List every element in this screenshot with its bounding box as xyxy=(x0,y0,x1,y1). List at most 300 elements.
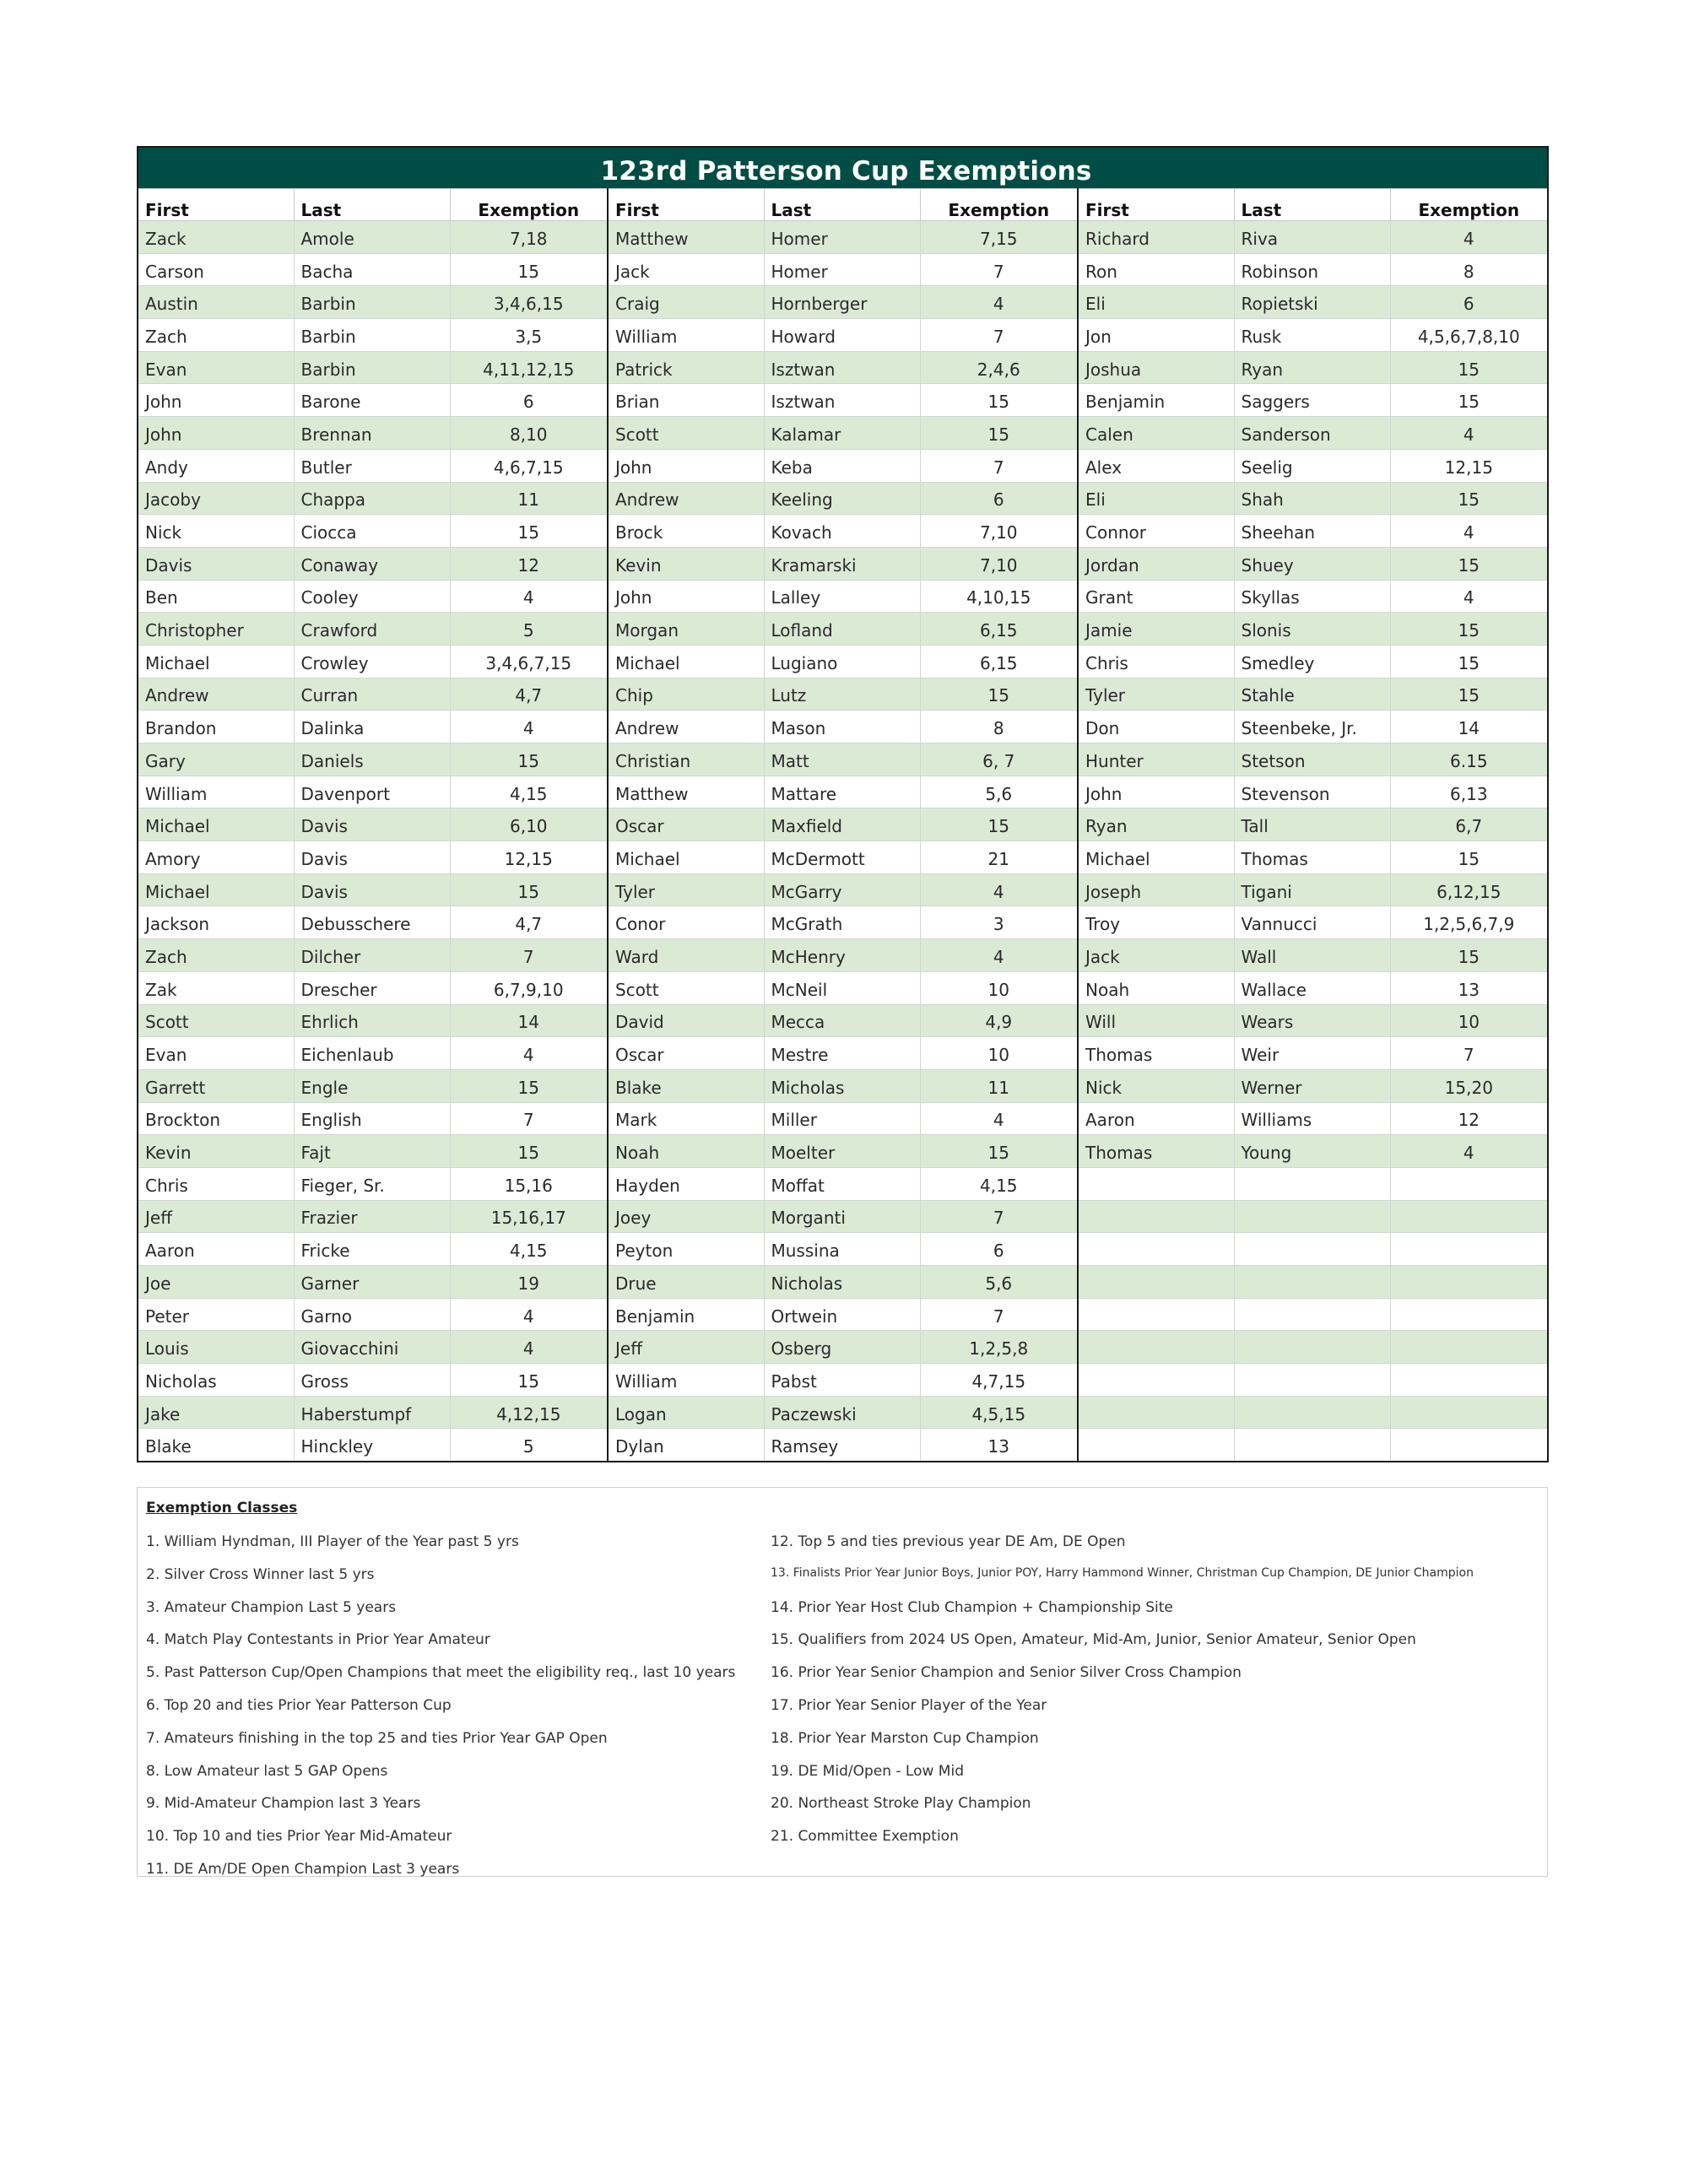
first-name-cell: Aaron xyxy=(138,1233,294,1266)
first-name-cell: Evan xyxy=(138,351,294,384)
exemption-class-item: 9. Mid-Amateur Champion last 3 Years xyxy=(146,1795,421,1813)
first-name-cell: Don xyxy=(1078,711,1234,743)
first-header: First xyxy=(1078,189,1234,221)
first-name-cell: Conor xyxy=(608,906,764,939)
exemption-cell: 12,15 xyxy=(1390,449,1548,482)
first-name-cell: Zach xyxy=(138,939,294,972)
last-name-cell xyxy=(1234,1331,1390,1364)
first-name-cell: Gary xyxy=(138,743,294,776)
first-name-cell: Zak xyxy=(138,971,294,1004)
exemption-cell: 21 xyxy=(920,841,1078,874)
first-name-cell: Jamie xyxy=(1078,613,1234,646)
first-name-cell: Christopher xyxy=(138,613,294,646)
exemption-cell xyxy=(1390,1266,1548,1299)
exemption-cell: 15 xyxy=(450,873,608,906)
exemption-header: Exemption xyxy=(920,189,1078,221)
table-row xyxy=(138,1167,1548,1200)
exemption-cell: 15,16,17 xyxy=(450,1200,608,1233)
exemption-cell: 6 xyxy=(1390,286,1548,319)
last-name-cell: Daniels xyxy=(294,743,450,776)
first-name-cell: Michael xyxy=(1078,841,1234,874)
table-row xyxy=(138,580,1548,613)
first-name-cell: Joey xyxy=(608,1200,764,1233)
last-header: Last xyxy=(764,189,920,221)
exemption-cell: 13 xyxy=(1390,971,1548,1004)
exemption-cell xyxy=(1390,1331,1548,1364)
exemption-cell: 4 xyxy=(450,1298,608,1331)
last-name-cell: Engle xyxy=(294,1069,450,1102)
exemption-class-item: 5. Past Patterson Cup/Open Champions that meet the eligibility req., last 10 years xyxy=(146,1664,736,1682)
last-name-cell: Matt xyxy=(764,743,920,776)
first-name-cell: Scott xyxy=(608,971,764,1004)
last-name-cell: Drescher xyxy=(294,971,450,1004)
first-name-cell: Connor xyxy=(1078,515,1234,548)
table-row xyxy=(138,547,1548,580)
table-row xyxy=(138,384,1548,417)
last-name-cell: Homer xyxy=(764,221,920,254)
table-row xyxy=(138,939,1548,972)
first-name-cell: Tyler xyxy=(608,873,764,906)
exemption-cell: 7 xyxy=(920,449,1078,482)
last-name-cell: Butler xyxy=(294,449,450,482)
first-name-cell: Richard xyxy=(1078,221,1234,254)
first-name-cell: Matthew xyxy=(608,776,764,808)
first-name-cell: Evan xyxy=(138,1037,294,1070)
first-name-cell: Michael xyxy=(608,841,764,874)
table-row xyxy=(138,1200,1548,1233)
first-name-cell xyxy=(1078,1396,1234,1429)
first-name-cell: Chris xyxy=(1078,645,1234,678)
table-row xyxy=(138,1298,1548,1331)
last-name-cell xyxy=(1234,1298,1390,1331)
last-name-cell: Lugiano xyxy=(764,645,920,678)
exemption-cell xyxy=(1390,1364,1548,1397)
last-name-cell: Crawford xyxy=(294,613,450,646)
exemption-cell: 7 xyxy=(450,939,608,972)
exemption-cell: 6 xyxy=(920,1233,1078,1266)
exemption-cell: 7,10 xyxy=(920,547,1078,580)
exemption-cell: 19 xyxy=(450,1266,608,1299)
first-name-cell: Ben xyxy=(138,580,294,613)
table-row xyxy=(138,1004,1548,1037)
last-name-cell: Wallace xyxy=(1234,971,1390,1004)
exemption-cell: 4,5,6,7,8,10 xyxy=(1390,319,1548,352)
last-name-cell: Paczewski xyxy=(764,1396,920,1429)
table-row xyxy=(138,1429,1548,1462)
exemption-cell: 4,7 xyxy=(450,906,608,939)
table-row xyxy=(138,873,1548,906)
table-row xyxy=(138,221,1548,254)
exemption-cell: 15 xyxy=(920,678,1078,711)
last-name-cell: Wears xyxy=(1234,1004,1390,1037)
first-name-cell: Benjamin xyxy=(1078,384,1234,417)
exemption-cell: 4,12,15 xyxy=(450,1396,608,1429)
exemption-cell xyxy=(1390,1429,1548,1462)
first-name-cell: William xyxy=(608,1364,764,1397)
table-row xyxy=(138,743,1548,776)
exemption-cell: 15 xyxy=(920,1135,1078,1168)
last-name-cell: Dalinka xyxy=(294,711,450,743)
exemption-cell: 6,7 xyxy=(1390,808,1548,841)
first-name-cell: Brockton xyxy=(138,1102,294,1135)
first-name-cell: Jake xyxy=(138,1396,294,1429)
last-name-cell: Kramarski xyxy=(764,547,920,580)
first-name-cell: Patrick xyxy=(608,351,764,384)
exemption-cell: 10 xyxy=(1390,1004,1548,1037)
first-name-cell: Jeff xyxy=(138,1200,294,1233)
first-name-cell: Louis xyxy=(138,1331,294,1364)
last-name-cell: Bacha xyxy=(294,253,450,286)
exemption-cell: 4 xyxy=(450,711,608,743)
exemption-cell: 7 xyxy=(450,1102,608,1135)
table-row xyxy=(138,1069,1548,1102)
last-name-cell: Hornberger xyxy=(764,286,920,319)
table-body xyxy=(138,221,1548,1462)
exemption-class-item: 19. DE Mid/Open - Low Mid xyxy=(771,1762,964,1780)
last-name-cell: Osberg xyxy=(764,1331,920,1364)
exemption-cell xyxy=(1390,1200,1548,1233)
exemption-class-item: 15. Qualifiers from 2024 US Open, Amateur, Mid-Am, Junior, Senior Amateur, Senior Open xyxy=(771,1631,1416,1649)
first-name-cell: Andrew xyxy=(608,711,764,743)
exemption-cell: 8,10 xyxy=(450,417,608,450)
first-name-cell: Ward xyxy=(608,939,764,972)
first-name-cell: Joshua xyxy=(1078,351,1234,384)
last-name-cell: Ramsey xyxy=(764,1429,920,1462)
table-row xyxy=(138,613,1548,646)
exemption-cell: 10 xyxy=(920,971,1078,1004)
last-name-cell: Homer xyxy=(764,253,920,286)
last-name-cell: Davenport xyxy=(294,776,450,808)
last-name-cell: Barbin xyxy=(294,286,450,319)
exemption-header: Exemption xyxy=(1390,189,1548,221)
first-name-cell: Nicholas xyxy=(138,1364,294,1397)
exemption-cell: 4,11,12,15 xyxy=(450,351,608,384)
exemption-class-item: 20. Northeast Stroke Play Champion xyxy=(771,1795,1031,1813)
first-name-cell: Troy xyxy=(1078,906,1234,939)
exemption-class-item: 17. Prior Year Senior Player of the Year xyxy=(771,1696,1047,1714)
last-name-cell: Ropietski xyxy=(1234,286,1390,319)
last-name-cell: Moffat xyxy=(764,1167,920,1200)
last-name-cell: Amole xyxy=(294,221,450,254)
column-header-row xyxy=(138,189,1548,221)
table-row xyxy=(138,678,1548,711)
exemption-cell: 3,4,6,7,15 xyxy=(450,645,608,678)
first-name-cell: Logan xyxy=(608,1396,764,1429)
exemption-cell: 4 xyxy=(920,286,1078,319)
exemption-cell: 15 xyxy=(450,1069,608,1102)
first-name-cell xyxy=(1078,1233,1234,1266)
last-name-cell: Seelig xyxy=(1234,449,1390,482)
last-name-cell: Lutz xyxy=(764,678,920,711)
last-name-cell: Werner xyxy=(1234,1069,1390,1102)
first-name-cell: Jacoby xyxy=(138,482,294,515)
last-name-cell: Eichenlaub xyxy=(294,1037,450,1070)
last-name-cell: Sheehan xyxy=(1234,515,1390,548)
first-name-cell: John xyxy=(608,449,764,482)
first-name-cell: Morgan xyxy=(608,613,764,646)
last-name-cell: Tigani xyxy=(1234,873,1390,906)
first-name-cell: Ron xyxy=(1078,253,1234,286)
table-row xyxy=(138,319,1548,352)
exemption-cell: 4,7,15 xyxy=(920,1364,1078,1397)
last-name-cell: Mestre xyxy=(764,1037,920,1070)
first-name-cell xyxy=(1078,1266,1234,1299)
table-row xyxy=(138,351,1548,384)
last-name-cell: Vannucci xyxy=(1234,906,1390,939)
last-name-cell: Cooley xyxy=(294,580,450,613)
last-name-cell: Davis xyxy=(294,808,450,841)
first-name-cell: Craig xyxy=(608,286,764,319)
first-name-cell: Drue xyxy=(608,1266,764,1299)
last-name-cell: Crowley xyxy=(294,645,450,678)
last-name-cell: Micholas xyxy=(764,1069,920,1102)
last-name-cell: Riva xyxy=(1234,221,1390,254)
exemption-class-item: 16. Prior Year Senior Champion and Senior Silver Cross Champion xyxy=(771,1664,1242,1682)
exemption-cell: 6,15 xyxy=(920,613,1078,646)
first-name-cell: Grant xyxy=(1078,580,1234,613)
exemption-cell xyxy=(1390,1298,1548,1331)
first-name-cell: Matthew xyxy=(608,221,764,254)
exemption-cell: 6,7,9,10 xyxy=(450,971,608,1004)
exemption-cell: 14 xyxy=(1390,711,1548,743)
last-name-cell: Robinson xyxy=(1234,253,1390,286)
last-name-cell: Pabst xyxy=(764,1364,920,1397)
first-name-cell: Joseph xyxy=(1078,873,1234,906)
last-name-cell: Young xyxy=(1234,1135,1390,1168)
last-name-cell xyxy=(1234,1266,1390,1299)
first-name-cell: Mark xyxy=(608,1102,764,1135)
table-row xyxy=(138,645,1548,678)
first-name-cell: Zack xyxy=(138,221,294,254)
exemption-cell: 12,15 xyxy=(450,841,608,874)
first-name-cell: Kevin xyxy=(138,1135,294,1168)
exemption-cell: 12 xyxy=(1390,1102,1548,1135)
first-name-cell: David xyxy=(608,1004,764,1037)
last-name-cell: Fieger, Sr. xyxy=(294,1167,450,1200)
exemption-cell xyxy=(1390,1233,1548,1266)
last-name-cell: Mussina xyxy=(764,1233,920,1266)
first-name-cell: Tyler xyxy=(1078,678,1234,711)
last-name-cell: Isztwan xyxy=(764,384,920,417)
exemption-cell: 15,16 xyxy=(450,1167,608,1200)
exemption-cell: 7,10 xyxy=(920,515,1078,548)
exemption-cell: 4 xyxy=(920,1102,1078,1135)
first-name-cell: Peyton xyxy=(608,1233,764,1266)
first-name-cell: Benjamin xyxy=(608,1298,764,1331)
exemption-cell: 15 xyxy=(450,743,608,776)
last-name-cell: Miller xyxy=(764,1102,920,1135)
table-row xyxy=(138,971,1548,1004)
first-name-cell: Jack xyxy=(1078,939,1234,972)
exemption-cell: 4 xyxy=(1390,417,1548,450)
last-name-cell: English xyxy=(294,1102,450,1135)
first-name-cell: Scott xyxy=(138,1004,294,1037)
first-name-cell: Michael xyxy=(138,808,294,841)
last-name-cell: Davis xyxy=(294,873,450,906)
last-name-cell: Mattare xyxy=(764,776,920,808)
exemption-cell: 3,5 xyxy=(450,319,608,352)
last-name-cell: Mason xyxy=(764,711,920,743)
exemption-class-item: 14. Prior Year Host Club Champion + Championship Site xyxy=(771,1598,1173,1616)
first-name-cell: Andrew xyxy=(138,678,294,711)
exemption-cell: 15 xyxy=(1390,678,1548,711)
exemption-cell: 7 xyxy=(920,319,1078,352)
legend-title: Exemption Classes xyxy=(146,1500,298,1516)
last-name-cell: Morganti xyxy=(764,1200,920,1233)
first-name-cell: Oscar xyxy=(608,808,764,841)
table-row xyxy=(138,776,1548,808)
last-name-cell: Ciocca xyxy=(294,515,450,548)
table-row xyxy=(138,1102,1548,1135)
first-name-cell xyxy=(1078,1298,1234,1331)
last-name-cell: Conaway xyxy=(294,547,450,580)
exemption-cell: 4 xyxy=(450,580,608,613)
exemption-cell: 6 xyxy=(920,482,1078,515)
last-name-cell: Garner xyxy=(294,1266,450,1299)
exemption-class-item: 7. Amateurs finishing in the top 25 and ties Prior Year GAP Open xyxy=(146,1729,608,1747)
first-name-cell: William xyxy=(608,319,764,352)
last-name-cell: Stahle xyxy=(1234,678,1390,711)
last-name-cell xyxy=(1234,1364,1390,1397)
exemption-cell: 6,10 xyxy=(450,808,608,841)
table-row xyxy=(138,906,1548,939)
exemption-cell: 7 xyxy=(920,1200,1078,1233)
last-name-cell xyxy=(1234,1167,1390,1200)
last-name-cell: Barbin xyxy=(294,351,450,384)
first-name-cell: Christian xyxy=(608,743,764,776)
last-header: Last xyxy=(1234,189,1390,221)
table-title: 123rd Patterson Cup Exemptions xyxy=(138,147,1548,189)
exemption-cell: 4 xyxy=(1390,221,1548,254)
first-name-cell: Joe xyxy=(138,1266,294,1299)
last-name-cell: Keba xyxy=(764,449,920,482)
exemption-cell: 15 xyxy=(450,515,608,548)
last-name-cell xyxy=(1234,1396,1390,1429)
exemption-cell: 6,12,15 xyxy=(1390,873,1548,906)
exemption-cell: 4,9 xyxy=(920,1004,1078,1037)
table-row xyxy=(138,841,1548,874)
table-row xyxy=(138,417,1548,450)
exemption-cell: 1,2,5,8 xyxy=(920,1331,1078,1364)
table-row xyxy=(138,515,1548,548)
exemption-cell: 7 xyxy=(1390,1037,1548,1070)
legend-left-column xyxy=(146,1533,735,1894)
last-name-cell: Maxfield xyxy=(764,808,920,841)
exemption-cell: 8 xyxy=(920,711,1078,743)
first-name-cell: John xyxy=(1078,776,1234,808)
last-name-cell: Frazier xyxy=(294,1200,450,1233)
exemption-classes-legend xyxy=(137,1487,1548,1877)
exemption-cell: 15 xyxy=(1390,351,1548,384)
first-name-cell: Calen xyxy=(1078,417,1234,450)
last-name-cell xyxy=(1234,1233,1390,1266)
exemptions-table xyxy=(137,146,1549,1462)
exemption-class-item: 13. Finalists Prior Year Junior Boys, Junior POY, Harry Hammond Winner, Christman Cup Champion, DE Junior Champion xyxy=(771,1565,1474,1580)
exemption-cell: 4 xyxy=(450,1331,608,1364)
exemption-cell: 15 xyxy=(920,384,1078,417)
exemption-cell: 1,2,5,6,7,9 xyxy=(1390,906,1548,939)
last-name-cell: McGarry xyxy=(764,873,920,906)
last-name-cell: Dilcher xyxy=(294,939,450,972)
last-name-cell: Debusschere xyxy=(294,906,450,939)
first-name-cell xyxy=(1078,1200,1234,1233)
last-name-cell: Kalamar xyxy=(764,417,920,450)
last-name-cell: Ortwein xyxy=(764,1298,920,1331)
exemption-cell: 8 xyxy=(1390,253,1548,286)
first-name-cell: Nick xyxy=(1078,1069,1234,1102)
last-name-cell: Slonis xyxy=(1234,613,1390,646)
last-name-cell: Shah xyxy=(1234,482,1390,515)
first-name-cell: Eli xyxy=(1078,482,1234,515)
last-name-cell: Sanderson xyxy=(1234,417,1390,450)
first-name-cell: Thomas xyxy=(1078,1135,1234,1168)
exemption-class-item: 11. DE Am/DE Open Champion Last 3 years xyxy=(146,1860,460,1878)
exemption-cell: 4,10,15 xyxy=(920,580,1078,613)
exemption-class-item: 8. Low Amateur last 5 GAP Opens xyxy=(146,1762,388,1780)
first-name-cell: Aaron xyxy=(1078,1102,1234,1135)
exemption-cell: 2,4,6 xyxy=(920,351,1078,384)
first-name-cell: Jackson xyxy=(138,906,294,939)
exemption-cell: 15 xyxy=(450,1364,608,1397)
exemption-cell: 15 xyxy=(1390,645,1548,678)
last-name-cell xyxy=(1234,1200,1390,1233)
last-name-cell: Curran xyxy=(294,678,450,711)
first-name-cell xyxy=(1078,1429,1234,1462)
last-name-cell: Brennan xyxy=(294,417,450,450)
table-row xyxy=(138,1266,1548,1299)
first-name-cell: Hayden xyxy=(608,1167,764,1200)
first-name-cell: Zach xyxy=(138,319,294,352)
exemption-class-item: 10. Top 10 and ties Prior Year Mid-Amateur xyxy=(146,1828,452,1846)
last-name-cell: Lalley xyxy=(764,580,920,613)
last-name-cell: Saggers xyxy=(1234,384,1390,417)
table-row xyxy=(138,711,1548,743)
last-name-cell: McGrath xyxy=(764,906,920,939)
exemption-class-item: 3. Amateur Champion Last 5 years xyxy=(146,1598,397,1616)
first-name-cell xyxy=(1078,1167,1234,1200)
first-header: First xyxy=(608,189,764,221)
last-name-cell: Davis xyxy=(294,841,450,874)
first-name-cell: Blake xyxy=(138,1429,294,1462)
exemption-cell: 15 xyxy=(1390,613,1548,646)
last-name-cell: Chappa xyxy=(294,482,450,515)
legend-right-column xyxy=(771,1533,1474,1861)
exemption-cell: 3 xyxy=(920,906,1078,939)
exemption-cell: 12 xyxy=(450,547,608,580)
last-name-cell: Nicholas xyxy=(764,1266,920,1299)
exemption-header: Exemption xyxy=(450,189,608,221)
exemption-cell xyxy=(1390,1167,1548,1200)
exemption-cell: 11 xyxy=(450,482,608,515)
first-name-cell xyxy=(1078,1364,1234,1397)
first-name-cell: Jack xyxy=(608,253,764,286)
first-name-cell: Garrett xyxy=(138,1069,294,1102)
last-name-cell: Barone xyxy=(294,384,450,417)
last-name-cell: Barbin xyxy=(294,319,450,352)
exemption-cell: 4 xyxy=(1390,515,1548,548)
first-name-cell: Thomas xyxy=(1078,1037,1234,1070)
first-name-cell: Brock xyxy=(608,515,764,548)
first-name-cell: Nick xyxy=(138,515,294,548)
last-name-cell: Rusk xyxy=(1234,319,1390,352)
last-name-cell: Ehrlich xyxy=(294,1004,450,1037)
last-name-cell: Wall xyxy=(1234,939,1390,972)
exemption-cell: 15 xyxy=(1390,384,1548,417)
exemption-cell: 7 xyxy=(920,1298,1078,1331)
exemption-cell: 7,18 xyxy=(450,221,608,254)
last-name-cell: McHenry xyxy=(764,939,920,972)
last-name-cell: McNeil xyxy=(764,971,920,1004)
